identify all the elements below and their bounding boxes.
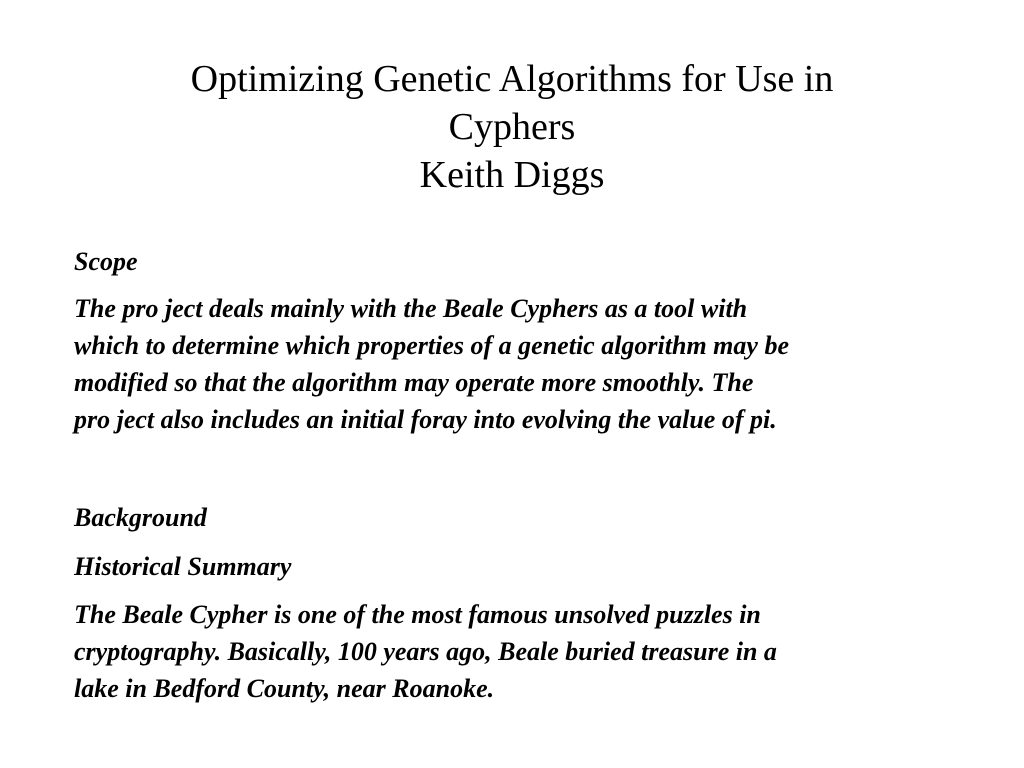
scope-paragraph bbox=[74, 290, 954, 438]
slide-body bbox=[74, 245, 954, 707]
title-line-1: Optimizing Genetic Algorithms for Use in bbox=[190, 58, 834, 100]
background-line: The Beale Cypher is one of the most famous unsolved puzzles in bbox=[74, 600, 761, 629]
scope-line: which to determine which properties of a genetic algorithm may be bbox=[74, 331, 789, 360]
scope-line: pro ject also includes an initial foray into evolving the value of pi. bbox=[74, 405, 777, 434]
background-paragraph bbox=[74, 596, 954, 707]
slide-title bbox=[100, 55, 924, 199]
background-line: lake in Bedford County, near Roanoke. bbox=[74, 674, 495, 703]
scope-line: The pro ject deals mainly with the Beale Cyphers as a tool with bbox=[74, 294, 748, 323]
background-heading: Background bbox=[74, 503, 207, 532]
author-name: Keith Diggs bbox=[419, 154, 605, 196]
scope-heading: Scope bbox=[74, 247, 138, 276]
scope-line: modified so that the algorithm may operate more smoothly. The bbox=[74, 368, 754, 397]
historical-summary-heading: Historical Summary bbox=[74, 552, 292, 581]
title-line-2: Cyphers bbox=[448, 106, 576, 148]
background-line: cryptography. Basically, 100 years ago, Beale buried treasure in a bbox=[74, 637, 777, 666]
